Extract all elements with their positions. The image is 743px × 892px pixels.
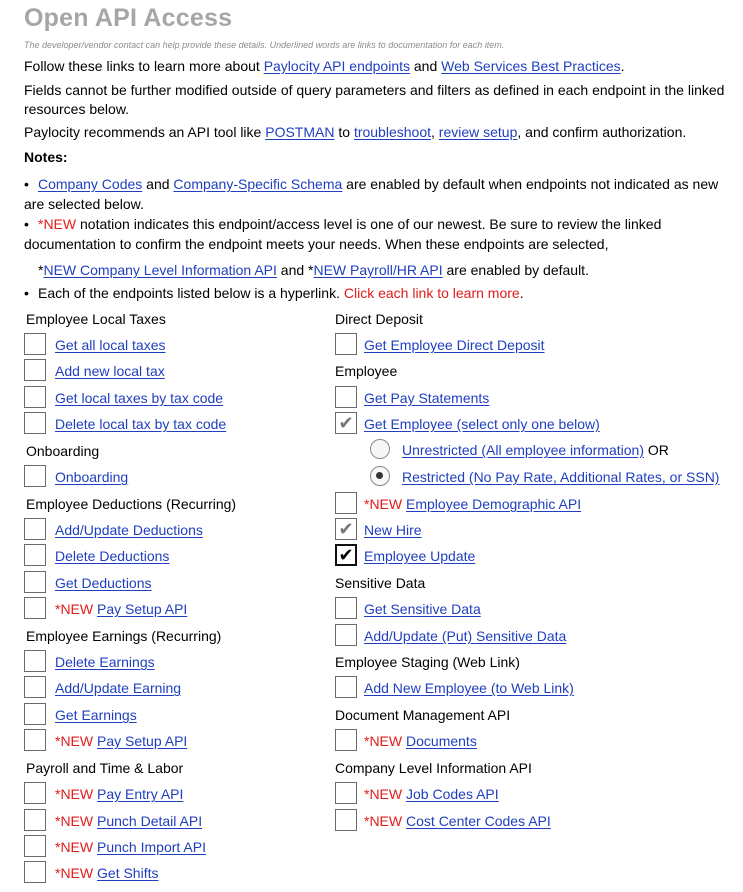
checkbox[interactable] (335, 676, 357, 698)
checkbox[interactable] (24, 703, 46, 725)
item-onboarding (24, 465, 128, 489)
item-punch-import-api (24, 835, 206, 859)
checkbox[interactable] (335, 333, 357, 355)
item-punch-detail-api (24, 809, 202, 833)
section-employee-deductions: Employee Deductions (Recurring) (26, 496, 237, 512)
checkbox[interactable] (24, 676, 46, 698)
checkbox[interactable] (24, 544, 46, 566)
get-earnings-link[interactable]: Get Earnings (55, 707, 137, 723)
item-get-local-taxes-by-tax-code (24, 386, 223, 410)
item-add-update-sensitive-data (335, 624, 566, 648)
new-tag: *NEW (55, 813, 94, 829)
item-get-shifts (24, 861, 158, 885)
checkbox[interactable] (24, 782, 46, 804)
get-employee-direct-deposit-link[interactable]: Get Employee Direct Deposit (364, 337, 545, 353)
page-title: Open API Access (24, 4, 233, 32)
section-onboarding: Onboarding (26, 443, 100, 459)
new-tag: *NEW (55, 786, 94, 802)
get-local-taxes-by-tax-code-link[interactable]: Get local taxes by tax code (55, 390, 224, 406)
section-payroll-time-labor: Payroll and Time & Labor (26, 760, 184, 776)
section-employee-local-taxes: Employee Local Taxes (26, 311, 166, 327)
postman-link[interactable]: POSTMAN (265, 124, 335, 140)
section-employee-staging: Employee Staging (Web Link) (335, 654, 520, 670)
new-company-level-info-api-link[interactable]: NEW Company Level Information API (43, 262, 277, 278)
employee-demographic-api-link[interactable]: Employee Demographic API (406, 496, 582, 512)
new-hire-link[interactable]: New Hire (364, 522, 422, 538)
item-delete-earnings (24, 650, 155, 674)
page-subtitle: The developer/vendor contact can help provide these details. Underlined words are links to documentation for each item. (24, 40, 505, 50)
item-unrestricted: Unrestricted (All employee information) OR (370, 438, 669, 462)
checkbox[interactable] (24, 465, 46, 487)
intro-line-3: Paylocity recommends an API tool like POSTMAN to troubleshoot, review setup, and confirm authorization. (24, 124, 687, 140)
note-bullet-2-continued: *NEW Company Level Information API and *NEW Payroll/HR API are enabled by default. (38, 262, 589, 278)
new-tag: *NEW (364, 733, 403, 749)
checkbox[interactable] (24, 359, 46, 381)
item-get-deductions (24, 571, 152, 595)
punch-detail-api-link[interactable]: Punch Detail API (97, 813, 203, 829)
checkbox[interactable] (24, 809, 46, 831)
checkbox-checked[interactable]: ✔ (335, 518, 357, 540)
get-pay-statements-link[interactable]: Get Pay Statements (364, 390, 490, 406)
item-add-new-employee-web-link (335, 676, 574, 700)
checkbox[interactable] (24, 650, 46, 672)
item-get-employee (335, 412, 600, 436)
add-new-local-tax-link[interactable]: Add new local tax (55, 363, 165, 379)
item-deductions-pay-setup-api (24, 597, 187, 621)
checkbox[interactable] (335, 809, 357, 831)
delete-earnings-link[interactable]: Delete Earnings (55, 654, 155, 670)
web-services-best-practices-link[interactable]: Web Services Best Practices (441, 58, 621, 74)
section-company-level-info: Company Level Information API (335, 760, 532, 776)
job-codes-api-link[interactable]: Job Codes API (406, 786, 499, 802)
get-all-local-taxes-link[interactable]: Get all local taxes (55, 337, 166, 353)
item-restricted (370, 465, 719, 489)
item-new-hire (335, 518, 422, 542)
employee-update-link[interactable]: Employee Update (364, 548, 476, 564)
section-employee: Employee (335, 363, 398, 379)
get-employee-link[interactable]: Get Employee (select only one below) (364, 416, 600, 432)
punch-import-api-link[interactable]: Punch Import API (97, 839, 206, 855)
item-add-new-local-tax (24, 359, 165, 383)
restricted-link[interactable]: Restricted (No Pay Rate, Additional Rates, or SSN) (402, 469, 720, 485)
item-get-sensitive-data (335, 597, 481, 621)
pay-setup-api-link[interactable]: Pay Setup API (97, 733, 188, 749)
new-payroll-hr-api-link[interactable]: NEW Payroll/HR API (313, 262, 443, 278)
notes-heading: Notes: (24, 149, 68, 165)
item-get-all-local-taxes (24, 333, 166, 357)
add-update-earning-link[interactable]: Add/Update Earning (55, 680, 182, 696)
checkbox[interactable] (335, 624, 357, 646)
section-document-management: Document Management API (335, 707, 511, 723)
new-tag: *NEW (364, 786, 403, 802)
company-specific-schema-link[interactable]: Company-Specific Schema (173, 176, 343, 192)
troubleshoot-link[interactable]: troubleshoot (353, 124, 431, 140)
item-add-update-earning (24, 676, 181, 700)
paylocity-api-endpoints-link[interactable]: Paylocity API endpoints (263, 58, 410, 74)
delete-deductions-link[interactable]: Delete Deductions (55, 548, 170, 564)
delete-local-tax-by-tax-code-link[interactable]: Delete local tax by tax code (55, 416, 227, 432)
item-add-update-deductions (24, 518, 203, 542)
get-sensitive-data-link[interactable]: Get Sensitive Data (364, 601, 481, 617)
checkbox[interactable] (24, 386, 46, 408)
item-employee-update (335, 544, 475, 568)
checkbox[interactable] (24, 412, 46, 434)
item-delete-local-tax-by-tax-code (24, 412, 226, 436)
item-get-pay-statements (335, 386, 489, 410)
new-tag: *NEW (55, 865, 94, 881)
checkbox[interactable] (335, 386, 357, 408)
note-bullet-3: • Each of the endpoints listed below is a hyperlink. Click each link to learn more. (24, 285, 524, 301)
pay-entry-api-link[interactable]: Pay Entry API (97, 786, 184, 802)
checkbox[interactable] (24, 571, 46, 593)
new-tag: *NEW (55, 601, 94, 617)
note-bullet-1: • Company Codes and Company-Specific Schema are enabled by default when endpoints not indicated as new are selected below. (24, 176, 719, 212)
new-tag: *NEW (55, 733, 94, 749)
checkbox[interactable] (24, 597, 46, 619)
item-pay-entry-api (24, 782, 183, 806)
new-tag: *NEW (364, 496, 403, 512)
checkbox[interactable] (335, 492, 357, 514)
new-tag: *NEW (364, 813, 403, 829)
add-update-deductions-link[interactable]: Add/Update Deductions (55, 522, 203, 538)
item-earnings-pay-setup-api (24, 729, 187, 753)
get-deductions-link[interactable]: Get Deductions (55, 575, 152, 591)
pay-setup-api-link[interactable]: Pay Setup API (97, 601, 188, 617)
company-codes-link[interactable]: Company Codes (38, 176, 143, 192)
item-cost-center-codes-api (335, 809, 551, 833)
note-bullet-2: • *NEW notation indicates this endpoint/access level is one of our newest. Be sure to review the linked documentation to confirm the endpoint meets your needs. When these endpoints are selected, (24, 216, 662, 252)
item-job-codes-api (335, 782, 499, 806)
checkbox[interactable] (24, 835, 46, 857)
item-delete-deductions (24, 544, 169, 568)
item-get-earnings (24, 703, 137, 727)
checkbox-checked[interactable]: ✔ (335, 544, 357, 566)
item-employee-demographic-api (335, 492, 581, 516)
documents-link[interactable]: Documents (406, 733, 477, 749)
radio-unrestricted[interactable] (370, 439, 390, 459)
checkbox[interactable] (24, 861, 46, 883)
item-documents (335, 729, 477, 753)
checkbox-checked[interactable]: ✔ (335, 412, 357, 434)
intro-line-1: Follow these links to learn more about Paylocity API endpoints and Web Services Best Practices. (24, 58, 625, 74)
checkbox[interactable] (24, 729, 46, 751)
intro-line-2: Fields cannot be further modified outside of query parameters and filters as defined in each endpoint in the linked resources below. (24, 82, 725, 117)
checkbox[interactable] (24, 333, 46, 355)
checkbox[interactable] (335, 782, 357, 804)
unrestricted-link[interactable]: Unrestricted (All employee information) (402, 442, 644, 458)
add-update-sensitive-data-link[interactable]: Add/Update (Put) Sensitive Data (364, 628, 567, 644)
checkbox[interactable] (335, 729, 357, 751)
radio-restricted[interactable] (370, 466, 390, 486)
cost-center-codes-api-link[interactable]: Cost Center Codes API (406, 813, 551, 829)
section-direct-deposit: Direct Deposit (335, 311, 423, 327)
section-sensitive-data: Sensitive Data (335, 575, 426, 591)
review-setup-link[interactable]: review setup (438, 124, 518, 140)
new-tag: *NEW (55, 839, 94, 855)
get-shifts-link[interactable]: Get Shifts (97, 865, 159, 881)
section-employee-earnings: Employee Earnings (Recurring) (26, 628, 222, 644)
checkbox[interactable] (24, 518, 46, 540)
item-get-employee-direct-deposit (335, 333, 545, 357)
checkbox[interactable] (335, 597, 357, 619)
add-new-employee-web-link-link[interactable]: Add New Employee (to Web Link) (364, 680, 574, 696)
onboarding-link[interactable]: Onboarding (55, 469, 129, 485)
